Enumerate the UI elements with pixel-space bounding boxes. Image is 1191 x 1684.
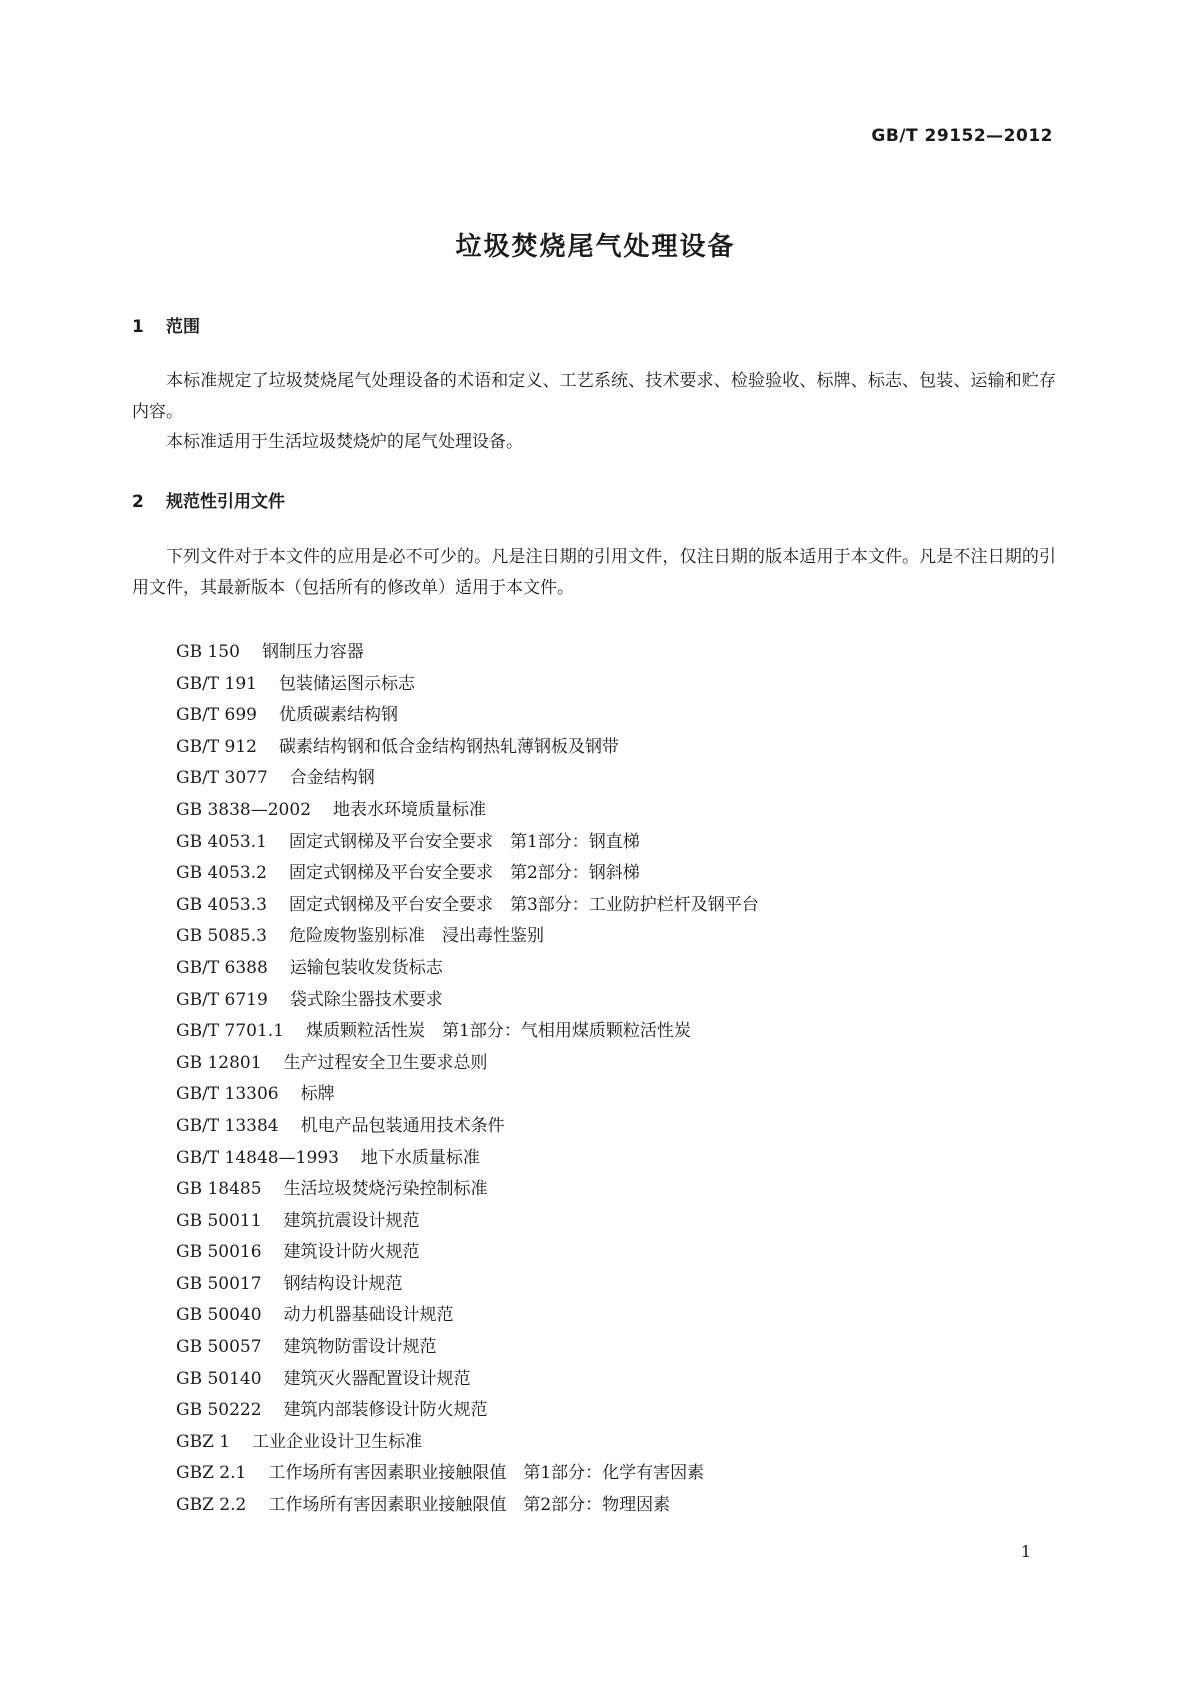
reference-code: GB 4053.2 xyxy=(176,863,267,884)
reference-code: GBZ 1 xyxy=(176,1431,231,1452)
reference-item xyxy=(176,1364,759,1396)
reference-title: 建筑抗震设计规范 xyxy=(283,1210,420,1231)
reference-title: 固定式钢梯及平台安全要求 第1部分：钢直梯 xyxy=(288,831,640,852)
reference-code: GB/T 6719 xyxy=(176,989,268,1010)
reference-code: GBZ 2.1 xyxy=(176,1463,247,1484)
section-1-paragraph: 本标准适用于生活垃圾焚烧炉的尾气处理设备。 xyxy=(166,432,523,452)
reference-title: 生产过程安全卫生要求总则 xyxy=(283,1052,488,1073)
reference-code: GB 50017 xyxy=(176,1273,262,1294)
reference-code: GB/T 7701.1 xyxy=(176,1021,285,1042)
reference-title: 煤质颗粒活性炭 第1部分：气相用煤质颗粒活性炭 xyxy=(306,1021,691,1042)
reference-item xyxy=(176,1143,759,1175)
reference-item xyxy=(176,1332,759,1364)
reference-title: 建筑内部装修设计防火规范 xyxy=(283,1400,488,1421)
reference-code: GB/T 3077 xyxy=(176,768,268,789)
reference-item xyxy=(176,763,759,795)
reference-code: GB 50011 xyxy=(176,1210,262,1231)
reference-item xyxy=(176,1269,759,1301)
reference-code: GB 150 xyxy=(176,642,240,662)
reference-title: 标牌 xyxy=(300,1084,335,1105)
reference-title: 建筑灭火器配置设计规范 xyxy=(283,1368,471,1389)
reference-title: 合金结构钢 xyxy=(289,768,375,789)
reference-item xyxy=(176,1395,759,1427)
reference-title: 建筑物防雷设计规范 xyxy=(283,1337,437,1358)
reference-title: 工作场所有害因素职业接触限值 第2部分：物理因素 xyxy=(268,1495,671,1516)
standard-code: GB/T 29152—2012 xyxy=(871,126,1053,146)
section-2-heading xyxy=(132,487,285,512)
reference-item xyxy=(176,858,759,890)
reference-title: 碳素结构钢和低合金结构钢热轧薄钢板及钢带 xyxy=(279,736,619,757)
reference-code: GB 5085.3 xyxy=(176,926,267,947)
reference-code: GB 3838—2002 xyxy=(176,799,312,820)
reference-code: GB 12801 xyxy=(176,1052,262,1073)
reference-title: 危险废物鉴别标准 浸出毒性鉴别 xyxy=(288,926,544,947)
normative-reference-list xyxy=(176,637,759,1522)
reference-code: GB 4053.1 xyxy=(176,831,267,852)
section-1-heading xyxy=(132,312,200,337)
reference-item xyxy=(176,795,759,827)
reference-code: GB 50140 xyxy=(176,1368,262,1389)
reference-item xyxy=(176,1079,759,1111)
reference-title: 钢制压力容器 xyxy=(261,642,364,662)
reference-title: 动力机器基础设计规范 xyxy=(283,1305,454,1326)
reference-title: 袋式除尘器技术要求 xyxy=(289,989,443,1010)
reference-title: 建筑设计防火规范 xyxy=(283,1242,420,1263)
reference-item xyxy=(176,1016,759,1048)
reference-title: 优质碳素结构钢 xyxy=(279,705,398,726)
reference-item xyxy=(176,732,759,764)
reference-item xyxy=(176,1300,759,1332)
reference-item xyxy=(176,827,759,859)
section-title: 规范性引用文件 xyxy=(166,492,285,512)
reference-title: 固定式钢梯及平台安全要求 第3部分：工业防护栏杆及钢平台 xyxy=(288,894,759,915)
reference-title: 机电产品包装通用技术条件 xyxy=(300,1115,505,1136)
reference-code: GB/T 13384 xyxy=(176,1115,279,1136)
reference-item xyxy=(176,1174,759,1206)
reference-code: GB 50057 xyxy=(176,1337,262,1358)
reference-code: GB 50040 xyxy=(176,1305,262,1326)
reference-item xyxy=(176,700,759,732)
reference-code: GB/T 699 xyxy=(176,705,257,726)
reference-title: 地表水环境质量标准 xyxy=(333,799,487,820)
reference-title: 生活垃圾焚烧污染控制标准 xyxy=(283,1179,488,1200)
reference-code: GB/T 912 xyxy=(176,736,257,757)
reference-item xyxy=(176,669,759,701)
reference-item xyxy=(176,1206,759,1238)
reference-code: GB 4053.3 xyxy=(176,894,267,915)
reference-item xyxy=(176,1048,759,1080)
reference-code: GB 18485 xyxy=(176,1179,262,1200)
reference-item xyxy=(176,1111,759,1143)
reference-code: GB/T 13306 xyxy=(176,1084,279,1105)
reference-item xyxy=(176,1427,759,1459)
reference-code: GBZ 2.2 xyxy=(176,1495,247,1516)
section-title: 范围 xyxy=(166,317,200,337)
reference-item xyxy=(176,953,759,985)
section-2-paragraph: 下列文件对于本文件的应用是必不可少的。凡是注日期的引用文件，仅注日期的版本适用于本文件。凡是不注日期的引用文件，其最新版本（包括所有的修改单）适用于本文件。 xyxy=(132,547,1056,598)
reference-item xyxy=(176,921,759,953)
section-1-paragraph: 本标准规定了垃圾焚烧尾气处理设备的术语和定义、工艺系统、技术要求、检验验收、标牌、标志、包装、运输和贮存内容。 xyxy=(132,371,1056,422)
reference-code: GB/T 191 xyxy=(176,673,257,694)
reference-title: 工作场所有害因素职业接触限值 第1部分：化学有害因素 xyxy=(268,1463,705,1484)
reference-title: 运输包装收发货标志 xyxy=(289,957,443,978)
reference-code: GB/T 6388 xyxy=(176,957,268,978)
reference-title: 钢结构设计规范 xyxy=(283,1273,403,1294)
reference-item xyxy=(176,1490,759,1522)
reference-title: 工业企业设计卫生标准 xyxy=(252,1431,423,1452)
page-number: 1 xyxy=(1020,1542,1031,1561)
reference-code: GB 50016 xyxy=(176,1242,262,1263)
reference-title: 包装储运图示标志 xyxy=(279,673,415,694)
reference-title: 地下水质量标准 xyxy=(360,1147,480,1168)
section-number: 1 xyxy=(132,317,144,337)
reference-item xyxy=(176,985,759,1017)
reference-item xyxy=(176,1458,759,1490)
section-number: 2 xyxy=(132,492,144,512)
reference-code: GB 50222 xyxy=(176,1400,262,1421)
reference-item xyxy=(176,890,759,922)
reference-title: 固定式钢梯及平台安全要求 第2部分：钢斜梯 xyxy=(288,863,640,884)
reference-item xyxy=(176,637,759,669)
reference-code: GB/T 14848—1993 xyxy=(176,1147,339,1168)
document-title: 垃圾焚烧尾气处理设备 xyxy=(455,232,736,262)
reference-item xyxy=(176,1237,759,1269)
